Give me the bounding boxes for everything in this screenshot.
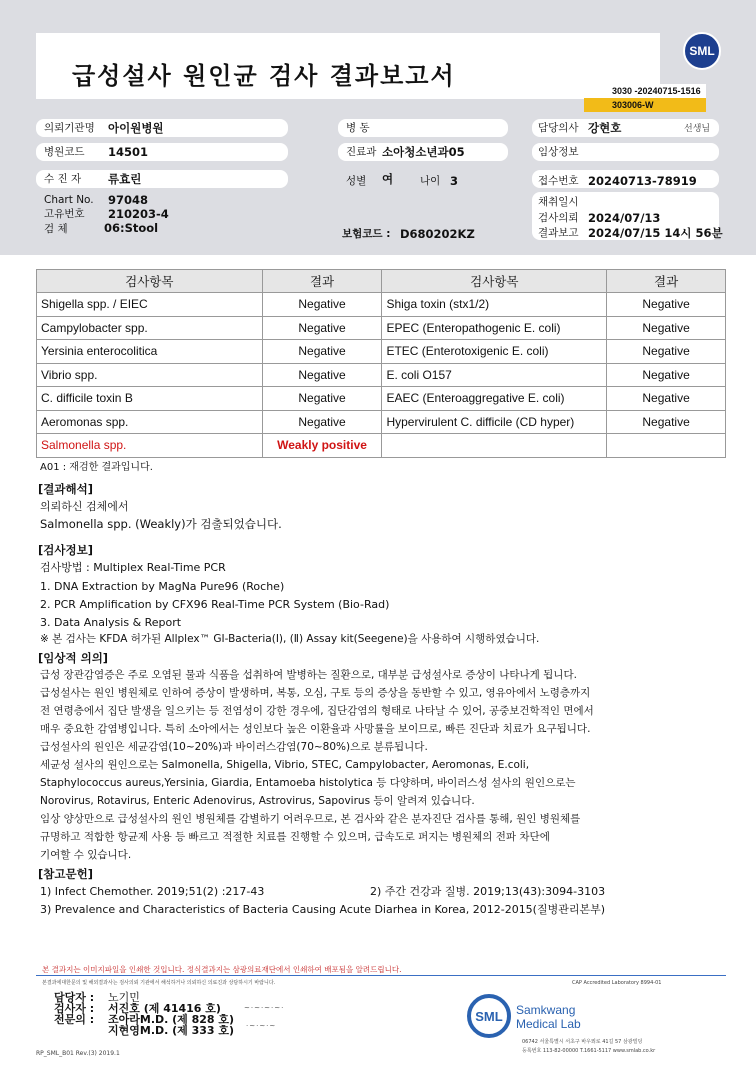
clinical-info-label: 임상정보 — [538, 146, 579, 158]
dept-label: 진료과 — [346, 146, 377, 158]
test-result-positive: Weakly positive — [262, 434, 382, 458]
ref-1: 1) Infect Chemother. 2019;51(2) :217-43 — [40, 885, 265, 898]
unique-label: 고유번호 — [44, 208, 85, 220]
patient-name-value: 류효린 — [108, 172, 142, 186]
doctor-suffix: 선생님 — [684, 124, 711, 134]
info-line-2: 1. DNA Extraction by MagNa Pure96 (Roche) — [40, 580, 285, 593]
interp-line-1: 의뢰하신 검체에서 — [40, 500, 129, 513]
lab-address: 06742 서울특별시 서초구 바우뫼로 41길 57 삼광빌딩 — [522, 1039, 643, 1045]
specimen-value: 06:Stool — [104, 221, 159, 235]
test-item: E. coli O157 — [382, 363, 607, 387]
test-item: Shigella spp. / EIEC — [37, 293, 263, 317]
report-date-value: 2024/07/15 14시 56분 — [588, 226, 723, 240]
test-item: EPEC (Enteropathogenic E. coli) — [382, 316, 607, 340]
info-title: [검사정보] — [38, 543, 93, 557]
test-item: Shiga toxin (stx1/2) — [382, 293, 607, 317]
ref-2: 2) 주간 건강과 질병. 2019;13(43):3094-3103 — [370, 885, 606, 898]
clinical-line: Staphylococcus aureus,Yersinia, Giardia, Entamoeba histolytica 등 다양하며, 바이러스성 설사의 원인으로는 — [40, 777, 576, 789]
request-label: 검사의뢰 — [538, 212, 579, 224]
clinical-title: [임상적 의의] — [38, 651, 109, 665]
clinical-line: 기여할 수 있습니다. — [40, 849, 132, 861]
age-value: 3 — [450, 174, 459, 188]
sig-label-specialist: 전문의 : — [54, 1013, 95, 1026]
sig-label-tester: 검사자 : — [54, 1002, 95, 1015]
clinical-line: 세균성 설사의 원인으로는 Salmonella, Shigella, Vibrio, STEC, Campylobacter, Aeromonas, E.coli, — [40, 759, 530, 771]
table-row — [37, 363, 726, 387]
clinical-line: 규명하고 적합한 항균제 사용 등 빠르고 적절한 치료를 진행할 수 있으며, 급속도로 퍼지는 병원체의 전파 차단에 — [40, 831, 550, 843]
test-item: Campylobacter spp. — [37, 316, 263, 340]
report-code-1: 3030 -20240715-1516 — [584, 84, 706, 98]
test-result: Negative — [262, 387, 382, 411]
info-line-4: 3. Data Analysis & Report — [40, 616, 182, 629]
test-item: Hypervirulent C. difficile (CD hyper) — [382, 410, 607, 434]
table-row — [37, 387, 726, 411]
age-label: 나이 — [420, 175, 441, 187]
table-row-positive — [37, 434, 726, 458]
lab-name-2: Medical Lab — [516, 1017, 581, 1031]
sml-logo: SML — [683, 32, 721, 70]
insurance-label: 보험코드 : — [342, 228, 391, 240]
table-header-row — [37, 270, 726, 293]
info-line-5: ※ 본 검사는 KFDA 허가된 Allplex™ GI-Bacteria(Ⅰ), (Ⅱ) Assay kit(Seegene)을 사용하여 시행하였습니다. — [40, 633, 540, 645]
test-result: Negative — [262, 316, 382, 340]
test-item-positive: Salmonella spp. — [37, 434, 263, 458]
test-item: C. difficile toxin B — [37, 387, 263, 411]
svg-text:SML: SML — [475, 1009, 503, 1024]
request-value: 2024/07/13 — [588, 211, 661, 225]
patient-name-label: 수 진 자 — [44, 173, 82, 185]
clinical-line: 전 연령층에서 집단 발생을 일으키는 등 전염성이 강한 경우에, 집단감염의 형태로 나타날 수 있어, 공중보건학적인 면에서 — [40, 705, 594, 717]
footer-disclaimer: 본결과에대한문의 및 해외결과사는 검사의뢰 기관에서 해석하거나 의뢰하신 의료진과 상담하시기 바랍니다. — [42, 980, 276, 986]
form-code: RP_SML_B01 Rev.(3) 2019.1 — [36, 1050, 120, 1057]
clinical-line: 급성설사는 원인 병원체로 인하여 증상이 발생하며, 복통, 오심, 구토 등의 증상을 동반할 수 있고, 영유아에서 노령층까지 — [40, 687, 591, 699]
sig-name-specialist-1: 조아라M.D. (제 828 호) — [108, 1013, 235, 1026]
receipt-value: 20240713-78919 — [588, 174, 697, 188]
report-title: 급성설사 원인균 검사 결과보고서 — [72, 62, 456, 90]
test-result: Negative — [262, 363, 382, 387]
sig-label-staff: 담당자 : — [54, 991, 95, 1004]
doctor-value: 강현호 — [588, 121, 622, 135]
clinical-line: 급성 장관감염증은 주로 오염된 물과 식품을 섭취하여 발병하는 질환으로, 대부분 급성설사로 증상이 나타나게 됩니다. — [40, 669, 577, 681]
interp-title: [결과해석] — [38, 482, 93, 496]
retest-note: A01 : 재검한 결과입니다. — [40, 462, 153, 473]
footer-divider — [36, 975, 726, 976]
test-item — [382, 434, 607, 458]
sex-label: 성별 — [346, 175, 367, 187]
ward-label: 병 동 — [346, 122, 370, 134]
signature-mark: ·~·~·~ — [246, 1022, 277, 1030]
test-result: Negative — [607, 316, 726, 340]
header-item-1: 검사항목 — [37, 270, 263, 293]
sig-name-tester: 서진호 (제 41416 호) — [108, 1002, 221, 1015]
test-result: Negative — [607, 410, 726, 434]
test-result: Negative — [607, 387, 726, 411]
specimen-label: 검 체 — [44, 223, 68, 235]
collect-label: 채취일시 — [538, 196, 579, 208]
header-item-2: 검사항목 — [382, 270, 607, 293]
doctor-label: 담당의사 — [538, 122, 579, 134]
chart-value: 97048 — [108, 193, 149, 207]
header-result-1: 결과 — [262, 270, 382, 293]
receipt-label: 접수번호 — [538, 175, 579, 187]
sig-name-specialist-2: 지현영M.D. (제 333 호) — [108, 1024, 235, 1037]
test-result: Negative — [262, 410, 382, 434]
hospital-code-value: 14501 — [108, 145, 149, 159]
clinical-line: 임상 양상만으로 급성설사의 원인 병원체를 감별하기 어려우므로, 본 검사와 같은 분자진단 검사를 통해, 원인 병원체를 — [40, 813, 581, 825]
lab-name-1: Samkwang — [516, 1003, 576, 1017]
table-row — [37, 316, 726, 340]
test-result — [607, 434, 726, 458]
chart-label: Chart No. — [44, 194, 94, 206]
signature-mark: ~·~·~·~· — [244, 1004, 285, 1012]
hospital-code-label: 병원코드 — [44, 146, 85, 158]
unique-value: 210203-4 — [108, 207, 169, 221]
clinical-line: Norovirus, Rotavirus, Enteric Adenovirus, Astrovirus, Sapovirus 등이 알려져 있습니다. — [40, 795, 475, 807]
table-row — [37, 340, 726, 364]
print-notice: 본 결과지는 이미지파일을 인쇄한 것입니다. 정식결과지는 삼광의료재단에서 인쇄하여 배포됨을 알려드립니다. — [42, 965, 402, 974]
clinical-line: 매우 중요한 감염병입니다. 특히 소아에서는 성인보다 높은 이환율과 사망률을 보이므로, 빠른 진단과 치료가 요구됩니다. — [40, 723, 591, 735]
institution-label: 의뢰기관명 — [44, 122, 95, 134]
header-result-2: 결과 — [607, 270, 726, 293]
interp-line-2: Salmonella spp. (Weakly)가 검출되었습니다. — [40, 517, 282, 531]
dept-value: 소아청소년과05 — [382, 145, 465, 159]
test-result: Negative — [262, 340, 382, 364]
test-result: Negative — [262, 293, 382, 317]
test-result: Negative — [607, 363, 726, 387]
report-code-2: 303006-W — [584, 98, 706, 112]
table-row — [37, 410, 726, 434]
test-result: Negative — [607, 293, 726, 317]
lab-phone: 등록번호 113-82-00000 T.1661-5117 www.smlab.co.kr — [522, 1048, 656, 1054]
test-item: Aeromonas spp. — [37, 410, 263, 434]
table-row — [37, 293, 726, 317]
cap-accreditation: CAP Accredited Laboratory 8994-01 — [572, 980, 662, 986]
insurance-value: D680202KZ — [400, 227, 475, 241]
info-line-3: 2. PCR Amplification by CFX96 Real-Time PCR System (Bio-Rad) — [40, 598, 390, 611]
clinical-line: 급성설사의 원인은 세균감염(10~20%)과 바이러스감염(70~80%)으로 분류됩니다. — [40, 741, 428, 753]
test-item: Vibrio spp. — [37, 363, 263, 387]
test-item: Yersinia enterocolitica — [37, 340, 263, 364]
sml-lab-logo-icon — [466, 993, 512, 1039]
test-result: Negative — [607, 340, 726, 364]
results-table — [36, 269, 726, 458]
report-label: 결과보고 — [538, 227, 579, 239]
sig-name-staff: 노기민 — [108, 991, 140, 1004]
institution-value: 아이원병원 — [108, 121, 164, 135]
info-line-1: 검사방법 : Multiplex Real-Time PCR — [40, 561, 226, 574]
sex-value: 여 — [382, 172, 394, 186]
ref-3: 3) Prevalence and Characteristics of Bacteria Causing Acute Diarhea in Korea, 2012-2015(질병관리본부) — [40, 903, 606, 916]
test-item: ETEC (Enterotoxigenic E. coli) — [382, 340, 607, 364]
test-item: EAEC (Enteroaggregative E. coli) — [382, 387, 607, 411]
ref-title: [참고문헌] — [38, 867, 93, 881]
